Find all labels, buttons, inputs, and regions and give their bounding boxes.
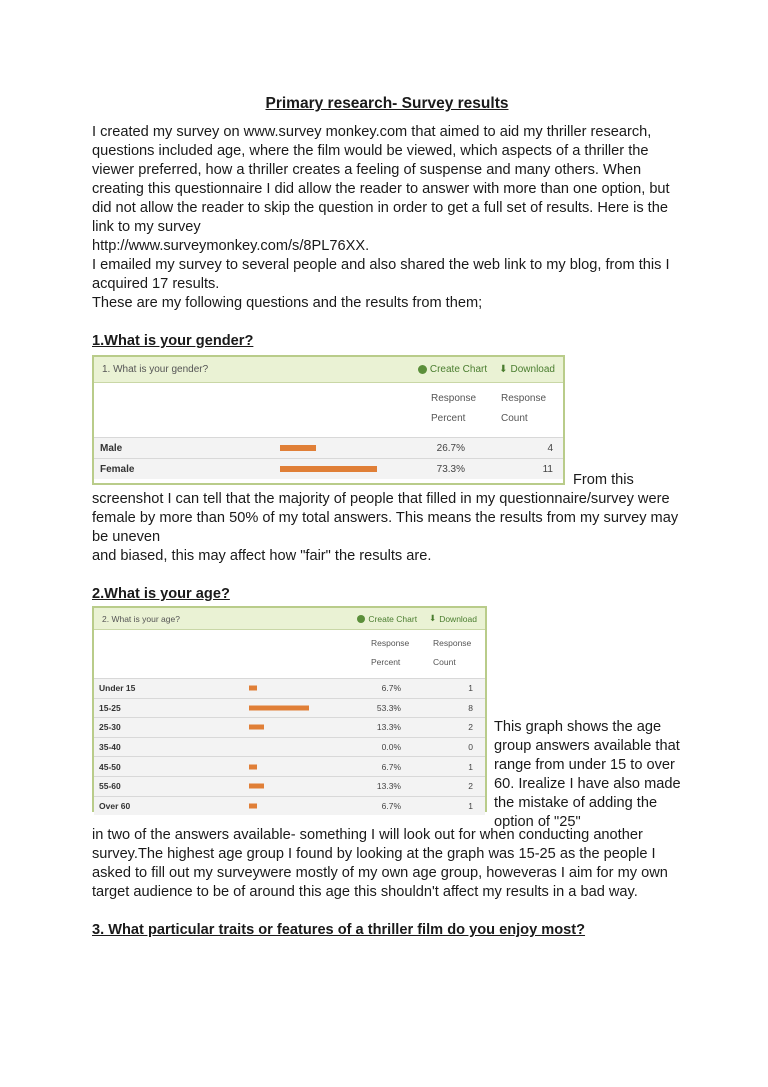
result-row — [94, 776, 485, 796]
row-count: 0 — [468, 742, 473, 753]
bar-track — [249, 797, 339, 815]
document-page — [92, 95, 682, 351]
row-percent: 26.7% — [436, 442, 465, 454]
download-label: Download — [510, 364, 555, 375]
emailed-paragraph: I emailed my survey to several people and also shared the web link to my blog, from this I acquired 17 results. — [92, 257, 670, 292]
download-arrow-icon: ⬇ — [429, 613, 437, 623]
create-chart-label: Create Chart — [429, 364, 488, 375]
row-percent: 6.7% — [381, 800, 401, 811]
row-count: 2 — [468, 781, 473, 792]
row-count: 1 — [468, 800, 473, 811]
question-3-heading: 3. What particular traits or features of a thriller film do you enjoy most? — [92, 922, 586, 938]
row-label: 55-60 — [99, 781, 121, 792]
response-count-header: Response Count — [501, 393, 547, 424]
row-count: 4 — [547, 442, 553, 454]
download-link[interactable] — [429, 613, 477, 624]
screenshot-header — [94, 357, 563, 383]
following-paragraph: These are my following questions and the results from them; — [92, 295, 483, 311]
globe-icon — [357, 615, 365, 623]
row-label: Male — [100, 442, 123, 454]
row-percent: 6.7% — [381, 761, 401, 772]
create-chart-link[interactable] — [357, 613, 417, 624]
age-results-screenshot — [92, 606, 487, 812]
row-count: 1 — [468, 683, 473, 694]
screenshot-question-title: 1. What is your gender? — [102, 364, 209, 375]
result-row — [94, 756, 485, 776]
result-row — [94, 698, 485, 718]
row-percent: 73.3% — [436, 463, 465, 475]
bar-track — [249, 738, 339, 756]
row-percent: 6.7% — [381, 683, 401, 694]
download-label: Download — [439, 613, 477, 624]
row-label: Female — [100, 463, 135, 475]
age-side-commentary: This graph shows the age group answers available that range from under 15 to over 60. Irealize I have also made the mistake of adding the option of "25" — [494, 719, 681, 830]
bar-track — [249, 679, 339, 697]
row-label: 25-30 — [99, 722, 121, 733]
survey-link[interactable]: http://www.surveymonkey.com/s/8PL76XX. — [92, 238, 370, 254]
bar-track — [249, 718, 339, 736]
row-percent: 13.3% — [376, 722, 401, 733]
row-label: 15-25 — [99, 702, 121, 713]
column-headers — [94, 630, 485, 678]
row-count: 11 — [542, 463, 553, 475]
response-percent-header: Response Percent — [371, 638, 410, 667]
result-row — [94, 796, 485, 816]
gender-commentary — [92, 490, 682, 604]
row-count: 1 — [468, 761, 473, 772]
row-label: Under 15 — [99, 683, 136, 694]
row-label: Over 60 — [99, 800, 131, 811]
bar-track — [249, 699, 339, 717]
response-bar — [249, 784, 264, 789]
result-row — [94, 717, 485, 737]
row-label: 45-50 — [99, 761, 121, 772]
gender-results-screenshot — [92, 355, 565, 485]
response-bar — [249, 764, 257, 769]
result-row — [94, 458, 563, 479]
intro-paragraph: I created my survey on www.survey monkey.com that aimed to aid my thriller research, questions included age, where the film would be viewed, which aspects of a thriller the viewer preferred, how a thriller creates a feeling of suspense and many others. When creating this questionnaire I did allow the reader to answer with more than one option, but did not allow the reader to skip the question in order to get a full set of results. Here is the link to my survey — [92, 124, 670, 235]
response-percent-header: Response Percent — [431, 393, 477, 424]
screenshot-question-title: 2. What is your age? — [102, 613, 180, 624]
age-comment: in two of the answers available- something I will look out for when conducting another survey.The highest age group I found by looking at the graph was 15-25 as the people I asked to fill out my surveywere mostly of my own age group, howeveras I aim for my own target audience to be of around this age this shouldn't affect my results in a bad way. — [92, 827, 668, 900]
bar-track — [280, 438, 410, 458]
gender-comment-2: and biased, this may affect how "fair" the results are. — [92, 548, 432, 564]
response-bar — [249, 725, 264, 730]
globe-icon — [418, 365, 427, 374]
row-percent: 53.3% — [376, 702, 401, 713]
gender-comment: screenshot I can tell that the majority of people that filled in my questionnaire/survey were female by more than 50% of my total answers. This means the results from my survey may be uneven — [92, 491, 679, 545]
create-chart-link[interactable] — [418, 364, 487, 375]
from-this-text: From this — [573, 472, 634, 488]
response-bar — [249, 686, 257, 691]
bar-track — [249, 777, 339, 795]
create-chart-label: Create Chart — [368, 613, 418, 624]
row-percent: 13.3% — [376, 781, 401, 792]
page-title: Primary research- Survey results — [265, 95, 509, 112]
response-bar — [249, 803, 257, 808]
response-count-header: Response Count — [433, 638, 472, 667]
question-2-heading: 2.What is your age? — [92, 586, 230, 602]
column-headers — [94, 383, 563, 437]
row-percent: 0.0% — [381, 742, 401, 753]
row-label: 35-40 — [99, 742, 121, 753]
row-count: 2 — [468, 722, 473, 733]
download-link[interactable] — [499, 364, 555, 375]
age-commentary — [92, 826, 682, 940]
response-bar — [280, 466, 377, 472]
result-row — [94, 437, 563, 458]
screenshot-header — [94, 608, 485, 630]
row-count: 8 — [468, 702, 473, 713]
question-1-heading: 1.What is your gender? — [92, 333, 254, 349]
response-bar — [280, 445, 316, 451]
result-row — [94, 737, 485, 757]
bar-track — [249, 758, 339, 776]
download-arrow-icon: ⬇ — [499, 364, 508, 375]
result-row — [94, 678, 485, 698]
bar-track — [280, 459, 410, 479]
response-bar — [249, 705, 309, 710]
